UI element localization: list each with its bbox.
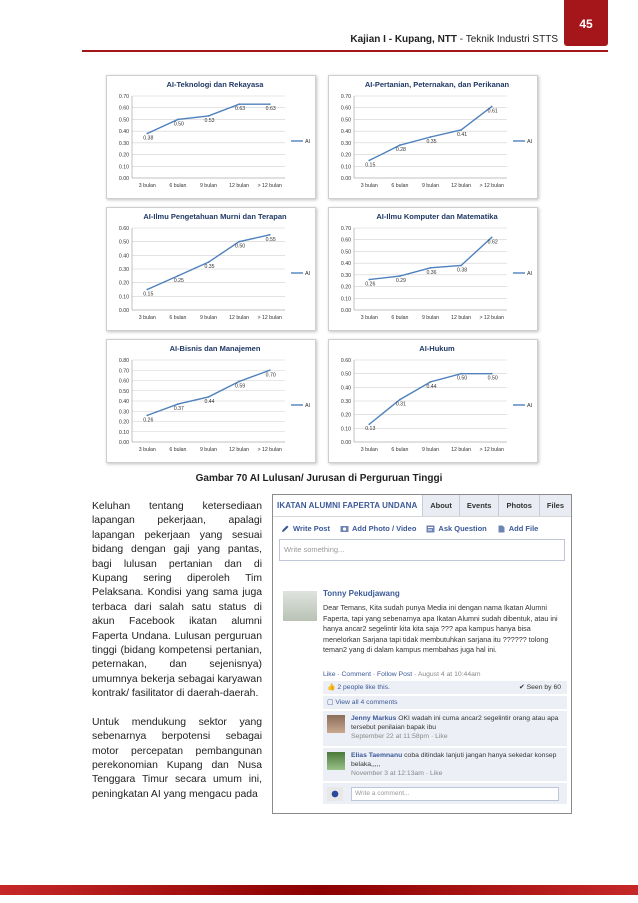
header-rule — [82, 50, 608, 52]
x-tick-label: 3 bulan — [360, 447, 378, 453]
data-label: 0.50 — [487, 375, 498, 382]
data-label: 0.59 — [235, 383, 246, 390]
chart-title: AI-Teknologi dan Rekayasa — [166, 80, 264, 89]
line-chart — [106, 75, 316, 199]
post-action-links[interactable]: Like · Comment · Follow Post · — [323, 671, 418, 678]
data-label: 0.15 — [143, 291, 154, 298]
y-tick-label: 0.60 — [340, 358, 351, 364]
x-tick-label: 6 bulan — [391, 447, 409, 453]
legend-label: AI — [305, 403, 311, 409]
y-tick-label: 0.30 — [118, 140, 129, 147]
thumbs-up-icon: 👍 — [327, 684, 336, 691]
data-point — [491, 373, 493, 375]
y-tick-label: 0.40 — [340, 261, 351, 268]
y-tick-label: 0.60 — [118, 105, 129, 112]
data-point — [146, 414, 148, 416]
data-point — [208, 396, 210, 398]
legend-label: AI — [305, 271, 311, 277]
tab-events[interactable]: Events — [459, 495, 499, 516]
photo-icon — [340, 525, 349, 533]
x-tick-label: > 12 bulan — [257, 447, 282, 453]
y-tick-label: 0.50 — [118, 388, 129, 395]
y-tick-label: 0.60 — [118, 378, 129, 385]
data-label: 0.44 — [426, 383, 437, 390]
fb-group-name[interactable]: IKATAN ALUMNI FAPERTA UNDANA — [277, 501, 418, 510]
y-tick-label: 0.70 — [340, 226, 351, 232]
data-label: 0.36 — [426, 269, 437, 276]
header-title-rest: - Teknik Industri STTS — [457, 34, 558, 45]
x-tick-label: 12 bulan — [451, 315, 472, 321]
page-number: 45 — [564, 0, 608, 46]
question-icon — [426, 525, 435, 533]
line-chart — [328, 75, 538, 199]
comment-text: coba ditindak lanjuti jangan hanya sekedar konsep belaka,,,,, — [351, 752, 557, 768]
data-point — [238, 241, 240, 243]
data-point — [399, 144, 401, 146]
x-tick-label: 3 bulan — [360, 183, 378, 189]
y-tick-label: 0.60 — [340, 105, 351, 112]
line-chart — [106, 339, 316, 463]
write-something-input[interactable]: Write something... — [279, 539, 565, 561]
data-point — [430, 267, 432, 269]
y-tick-label: 0.10 — [118, 294, 129, 301]
x-tick-label: > 12 bulan — [257, 183, 282, 189]
y-tick-label: 0.40 — [118, 399, 129, 405]
y-tick-label: 0.30 — [340, 272, 351, 279]
data-label: 0.55 — [265, 236, 276, 243]
data-point — [491, 106, 493, 108]
data-label: 0.61 — [487, 108, 498, 115]
line-chart — [328, 339, 538, 463]
data-label: 0.44 — [204, 398, 215, 405]
view-all-comments-link[interactable] — [323, 696, 567, 710]
y-tick-label: 0.40 — [340, 129, 351, 136]
y-tick-label: 0.50 — [118, 239, 129, 246]
view-all-label: View all 4 comments — [335, 699, 398, 706]
line-chart — [328, 207, 538, 331]
fb-group-header — [273, 495, 571, 517]
x-tick-label: 3 bulan — [360, 315, 378, 321]
x-tick-label: 6 bulan — [169, 447, 187, 453]
y-tick-label: 0.20 — [340, 412, 351, 419]
data-label: 0.28 — [395, 147, 406, 154]
y-tick-label: 0.50 — [118, 117, 129, 124]
comment-icon: ▢ — [327, 699, 334, 706]
avatar[interactable] — [327, 715, 345, 733]
data-label: 0.50 — [173, 121, 184, 128]
x-tick-label: 3 bulan — [138, 315, 156, 321]
y-tick-label: 0.30 — [118, 267, 129, 273]
y-tick-label: 0.00 — [340, 308, 351, 314]
y-tick-label: 0.00 — [118, 308, 129, 314]
y-tick-label: 0.80 — [118, 358, 129, 364]
footer-bar — [0, 885, 638, 895]
y-tick-label: 0.20 — [118, 280, 129, 287]
x-tick-label: 9 bulan — [421, 315, 440, 321]
data-label: 0.63 — [235, 106, 246, 113]
x-tick-label: > 12 bulan — [479, 315, 504, 321]
likes-row[interactable] — [323, 681, 567, 695]
data-point — [430, 136, 432, 138]
data-point — [399, 275, 401, 277]
pencil-icon — [281, 525, 290, 533]
x-tick-label: 12 bulan — [229, 183, 250, 189]
data-point — [269, 369, 271, 371]
x-tick-label: 9 bulan — [421, 447, 440, 453]
series-line — [147, 370, 269, 415]
fb-action-bar — [273, 517, 571, 537]
y-tick-label: 0.70 — [118, 94, 129, 100]
x-tick-label: 9 bulan — [199, 447, 218, 453]
y-tick-label: 0.00 — [340, 176, 351, 182]
legend-label: AI — [527, 139, 533, 145]
y-tick-label: 0.60 — [340, 237, 351, 244]
legend-label: AI — [527, 403, 533, 409]
data-label: 0.25 — [173, 277, 184, 284]
data-point — [460, 373, 462, 375]
seen-label: Seen by 60 — [526, 684, 561, 691]
tab-photos[interactable]: Photos — [498, 495, 538, 516]
y-tick-label: 0.50 — [340, 371, 351, 378]
chart-title: AI-Bisnis dan Manajemen — [169, 344, 261, 353]
comment-body — [351, 751, 563, 778]
comment — [323, 711, 567, 747]
likes-count: 2 people like this. — [337, 684, 390, 691]
x-tick-label: 6 bulan — [391, 183, 409, 189]
y-tick-label: 0.20 — [118, 419, 129, 426]
data-point — [146, 133, 148, 135]
x-tick-label: > 12 bulan — [257, 315, 282, 321]
ask-question-label: Ask Question — [438, 524, 487, 533]
chart-title: AI-Ilmu Pengetahuan Murni dan Terapan — [143, 212, 287, 221]
ask-question-button[interactable] — [426, 524, 486, 533]
y-tick-label: 0.10 — [340, 296, 351, 303]
x-tick-label: 12 bulan — [451, 183, 472, 189]
data-label: 0.31 — [395, 401, 406, 408]
y-tick-label: 0.30 — [118, 409, 129, 416]
y-tick-label: 0.40 — [340, 385, 351, 392]
data-point — [177, 119, 179, 121]
add-file-button[interactable] — [497, 524, 539, 533]
x-tick-label: 6 bulan — [391, 315, 409, 321]
data-point — [430, 381, 432, 383]
add-file-label: Add File — [508, 524, 539, 533]
tab-about[interactable]: About — [422, 495, 459, 516]
y-tick-label: 0.20 — [340, 152, 351, 159]
avatar — [327, 787, 343, 801]
legend-label: AI — [305, 139, 311, 145]
data-point — [460, 129, 462, 131]
y-tick-label: 0.00 — [118, 440, 129, 446]
line-chart — [106, 207, 316, 331]
comment — [323, 748, 567, 782]
y-tick-label: 0.60 — [118, 226, 129, 232]
post-timestamp: August 4 at 10:44am — [417, 671, 481, 678]
data-label: 0.37 — [173, 406, 184, 413]
seen-count: ✔ Seen by 60 — [519, 684, 561, 691]
paragraph: Keluhan tentang ketersediaan lapangan pekerjaan, apalagi lapangan pekerjaan yang sesuai bidang dengan gaji yang pantas, bagi lulusan pertanian dan di Kupang sering diperoleh Tim Pelaksana. Kondisi yang sama juga terbaca dari salah satu status di akun Facebook ikatan alumni Faperta Undana. Lulusan perguruan tinggi (bidang kompetensi pertanian, peternakan, dan sejenisnya) umumnya bekerja sebagai karyawan kontrak/ fasilitator di daerah-daerah. — [92, 501, 262, 700]
data-label: 0.70 — [265, 372, 276, 379]
x-tick-label: 6 bulan — [169, 183, 187, 189]
data-point — [368, 423, 370, 425]
data-point — [399, 399, 401, 401]
y-tick-label: 0.40 — [118, 253, 129, 260]
data-label: 0.29 — [395, 278, 406, 285]
x-tick-label: > 12 bulan — [479, 447, 504, 453]
data-point — [491, 236, 493, 238]
y-tick-label: 0.50 — [340, 117, 351, 124]
y-tick-label: 0.20 — [340, 284, 351, 291]
header-title-bold: Kajian I - Kupang, NTT — [350, 34, 458, 45]
series-line — [369, 107, 491, 161]
x-tick-label: 6 bulan — [169, 315, 187, 321]
comment-time: September 22 at 11:58pm · Like — [351, 733, 448, 740]
data-label: 0.35 — [426, 139, 437, 145]
post-text: Dear Temans, Kita sudah punya Media ini dengan nama Ikatan Alumni Faperta, tapi yang sebenarnya apa Ikatan Alumni sudah dibentuk, atau ini hanya ancar2 segelintir kita kita saja ??? apa kampus hanya bisa menelorkan Sarjana tapi tidak membutuhkan sarjana itu ?????? tolong teman2 yang di dalam kampus membahas juga hal ini. — [323, 603, 558, 654]
x-tick-label: 9 bulan — [199, 183, 218, 189]
x-tick-label: 9 bulan — [421, 183, 440, 189]
comment-time: November 3 at 12:13am · Like — [351, 770, 443, 777]
running-header — [350, 34, 558, 45]
y-tick-label: 0.20 — [118, 152, 129, 159]
data-label: 0.13 — [365, 426, 376, 433]
data-point — [238, 381, 240, 383]
avatar[interactable] — [283, 591, 317, 621]
y-tick-label: 0.70 — [118, 368, 129, 375]
data-point — [269, 103, 271, 105]
file-icon — [497, 525, 506, 533]
x-tick-label: 3 bulan — [138, 183, 156, 189]
write-post-button[interactable] — [281, 524, 330, 533]
data-label: 0.35 — [204, 264, 215, 271]
chart-grid — [106, 75, 538, 463]
y-tick-label: 0.40 — [118, 129, 129, 136]
tab-files[interactable]: Files — [539, 495, 571, 516]
data-point — [177, 403, 179, 405]
y-tick-label: 0.70 — [340, 94, 351, 100]
add-photo-button[interactable] — [340, 524, 416, 533]
data-label: 0.41 — [457, 131, 468, 138]
chart-title: AI-Ilmu Komputer dan Matematika — [376, 212, 498, 221]
data-label: 0.50 — [457, 375, 468, 382]
data-point — [208, 115, 210, 117]
comment-body — [351, 714, 563, 741]
data-point — [146, 289, 148, 291]
add-photo-label: Add Photo / Video — [351, 524, 417, 533]
post-author[interactable]: Tonny Pekudjawang — [323, 589, 400, 598]
y-tick-label: 0.10 — [118, 164, 129, 171]
data-label: 0.38 — [143, 135, 154, 142]
comment-input[interactable]: Write a comment... — [351, 787, 559, 801]
y-tick-label: 0.00 — [118, 176, 129, 182]
x-tick-label: 12 bulan — [451, 447, 472, 453]
data-point — [238, 103, 240, 105]
data-label: 0.53 — [204, 117, 215, 124]
data-point — [177, 275, 179, 277]
y-tick-label: 0.30 — [340, 399, 351, 405]
data-label: 0.38 — [457, 267, 468, 274]
chart-title: AI-Hukum — [419, 344, 455, 353]
body-text — [92, 500, 262, 816]
comment-text: OKI wadah ini cuma ancar2 segelintir orang atau apa tersebut penilaian bapak ibu — [351, 715, 559, 731]
x-tick-label: 12 bulan — [229, 315, 250, 321]
comment-author[interactable]: Jenny Markus — [351, 715, 397, 722]
data-label: 0.26 — [365, 281, 376, 288]
comment-author[interactable]: Elias Taemnanu — [351, 752, 403, 759]
y-tick-label: 0.30 — [340, 140, 351, 147]
comment-composer — [323, 783, 567, 805]
x-tick-label: 9 bulan — [199, 315, 218, 321]
x-tick-label: 12 bulan — [229, 447, 250, 453]
y-tick-label: 0.10 — [340, 426, 351, 433]
data-point — [368, 160, 370, 162]
data-point — [460, 265, 462, 267]
paragraph: Untuk mendukung sektor yang sebenarnya berpotensi sebagai motor percepatan pembangunan perekonomian Kupang dan Nusa Tenggara Timur secara umum ini, peningkatan AI yang mengacu pada — [92, 716, 262, 800]
data-point — [208, 261, 210, 263]
legend-label: AI — [527, 271, 533, 277]
data-point — [368, 279, 370, 281]
figure-caption: Gambar 70 AI Lulusan/ Jurusan di Perguruan Tinggi — [195, 473, 443, 484]
y-tick-label: 0.00 — [340, 440, 351, 446]
post-meta — [323, 671, 481, 678]
y-tick-label: 0.10 — [118, 429, 129, 436]
y-tick-label: 0.10 — [340, 164, 351, 171]
y-tick-label: 0.50 — [340, 249, 351, 256]
data-label: 0.15 — [365, 162, 376, 169]
x-tick-label: 3 bulan — [138, 447, 156, 453]
data-point — [269, 234, 271, 236]
data-label: 0.62 — [487, 239, 498, 246]
data-label: 0.50 — [235, 243, 246, 250]
data-label: 0.26 — [143, 417, 154, 424]
avatar[interactable] — [327, 752, 345, 770]
x-tick-label: > 12 bulan — [479, 183, 504, 189]
chart-title: AI-Pertanian, Peternakan, dan Perikanan — [364, 80, 510, 89]
data-label: 0.63 — [265, 106, 276, 113]
facebook-screenshot — [272, 494, 572, 814]
write-post-label: Write Post — [293, 524, 330, 533]
